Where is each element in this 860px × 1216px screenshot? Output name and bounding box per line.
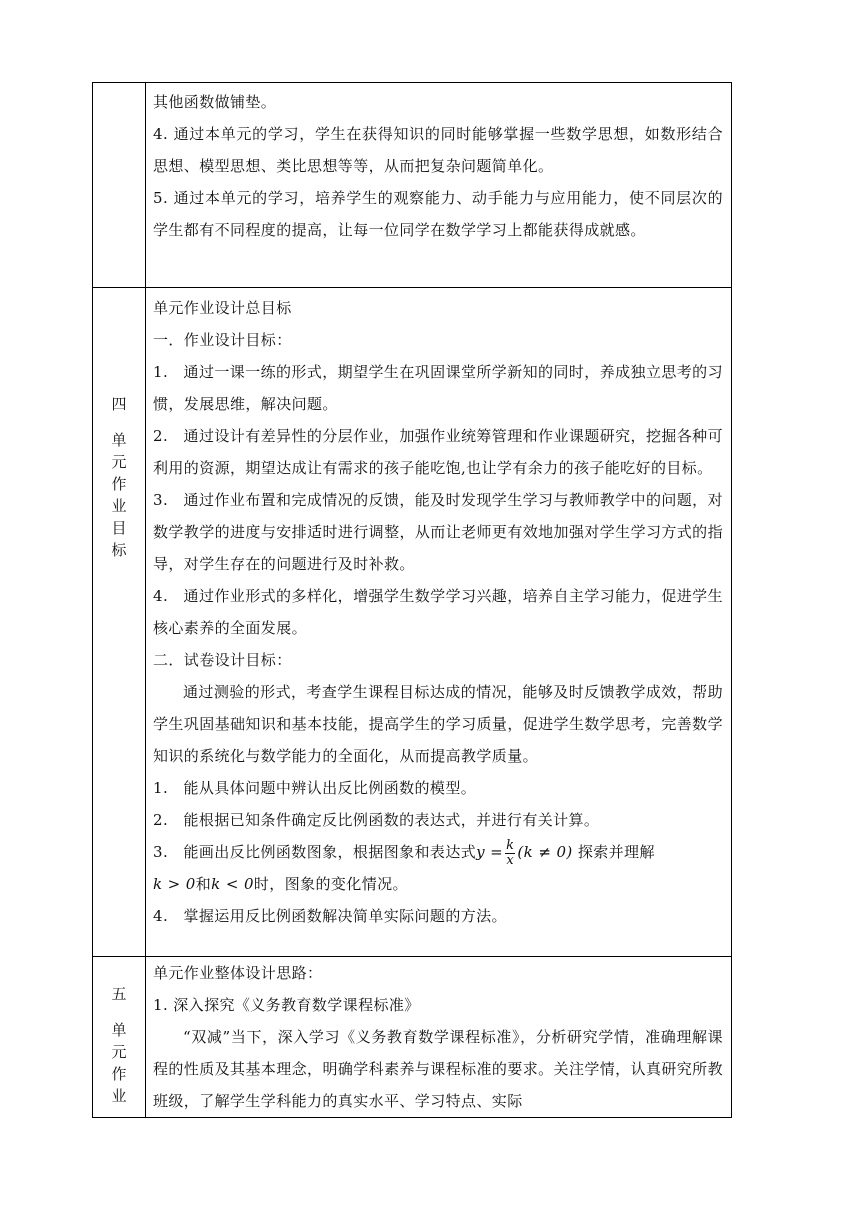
- item3-mid: 探索并理解: [577, 843, 655, 861]
- row5-label-char: 单: [111, 1021, 127, 1039]
- formula-condition: (k ≠ 0): [517, 843, 573, 861]
- row4-section1: 一．作业设计目标：: [153, 331, 292, 349]
- formula-fraction: [505, 839, 515, 868]
- row4-item: 4. 通过作业形式的多样化，增强学生数学学习兴趣，培养自主学习能力，促进学生核心素养的全面发展。: [153, 587, 723, 637]
- row4-label-char: 四: [111, 395, 127, 413]
- row5-label: [93, 983, 145, 1107]
- row4-item: 2. 能根据已知条件确定反比例函数的表达式，并进行有关计算。: [153, 811, 600, 829]
- row4-label-char: 目: [111, 519, 127, 537]
- row4-label-char: 标: [111, 541, 127, 559]
- document-table: [92, 82, 732, 1118]
- item3-suffix: 时，图象的变化情况。: [253, 875, 408, 893]
- row5-para: “双减”当下，深入学习《义务教育数学课程标准》，分析研究学情，准确理解课程的性质及其基本理念，明确学科素养与课程标准的要求。关注学情，认真研究所教班级，了解学生学科能力的真实水平、学习特点、实际: [153, 1028, 723, 1110]
- row4-label: [93, 393, 145, 561]
- row-divider: [93, 287, 731, 288]
- row4-item: 3. 通过作业布置和完成情况的反馈，能及时发现学生学习与教师教学中的问题，对数学教学的进度与安排适时进行调整，从而让老师更有效地加强对学生学习方式的指导，对学生存在的问题进行及时补救。: [153, 491, 723, 573]
- condition-positive: k > 0: [153, 875, 196, 893]
- row3-line-0: 其他函数做铺垫。: [153, 93, 277, 111]
- item3-prefix: 3. 能画出反比例函数图象，根据图象和表达式: [153, 843, 477, 861]
- row4-label-char: 业: [111, 497, 127, 515]
- row4-item: 1. 能从具体问题中辨认出反比例函数的模型。: [153, 779, 477, 797]
- row4-label-char: 单: [111, 431, 127, 449]
- row4-item: 1. 通过一课一练的形式，期望学生在巩固课堂所学新知的同时，养成独立思考的习惯，发展思维，解决问题。: [153, 363, 723, 413]
- row5-title: 单元作业整体设计思路：: [153, 964, 323, 982]
- row5-content: [146, 957, 731, 1117]
- row4-title: 单元作业设计总目标: [153, 299, 292, 317]
- row4-item: 2. 通过设计有差异性的分层作业，加强作业统筹管理和作业课题研究，挖掘各种可利用的资源，期望达成让有需求的孩子能吃饱,也让学有余力的孩子能吃好的目标。: [153, 427, 723, 477]
- row4-label-char: 作: [111, 475, 127, 493]
- row4-item: 4. 掌握运用反比例函数解决简单实际问题的方法。: [153, 907, 507, 925]
- row4-content: [146, 292, 731, 932]
- row4-item3: [153, 836, 723, 900]
- row3-line-2: 5. 通过本单元的学习，培养学生的观察能力、动手能力与应用能力，使不同层次的学生都有不同程度的提高，让每一位同学在数学学习上都能获得成就感。: [153, 189, 723, 239]
- row5-label-char: 业: [111, 1087, 127, 1105]
- row4-section2: 二．试卷设计目标：: [153, 651, 292, 669]
- formula-denominator: x: [506, 852, 515, 868]
- row5-label-char: 元: [111, 1043, 127, 1061]
- formula-numerator: k: [506, 837, 515, 853]
- condition-and: 和: [195, 875, 212, 893]
- row5-label-char: 作: [111, 1065, 127, 1083]
- row4-para2: 通过测验的形式，考查学生课程目标达成的情况，能够及时反馈教学成效，帮助学生巩固基础知识和基本技能，提高学生的学习质量，促进学生数学思考，完善数学知识的系统化与数学能力的全面化，从而提高教学质量。: [153, 683, 723, 765]
- row3-content: [146, 86, 731, 246]
- row4-label-char: 元: [111, 453, 127, 471]
- condition-negative: k < 0: [211, 875, 254, 893]
- row3-line-1: 4. 通过本单元的学习，学生在获得知识的同时能够掌握一些数学思想，如数形结合思想、模型思想、类比思想等等，从而把复杂问题简单化。: [153, 125, 723, 175]
- row5-label-char: 五: [111, 985, 127, 1003]
- row5-item1: 1. 深入探究《义务教育数学课程标准》: [153, 996, 420, 1014]
- formula-lhs: y =: [476, 843, 504, 861]
